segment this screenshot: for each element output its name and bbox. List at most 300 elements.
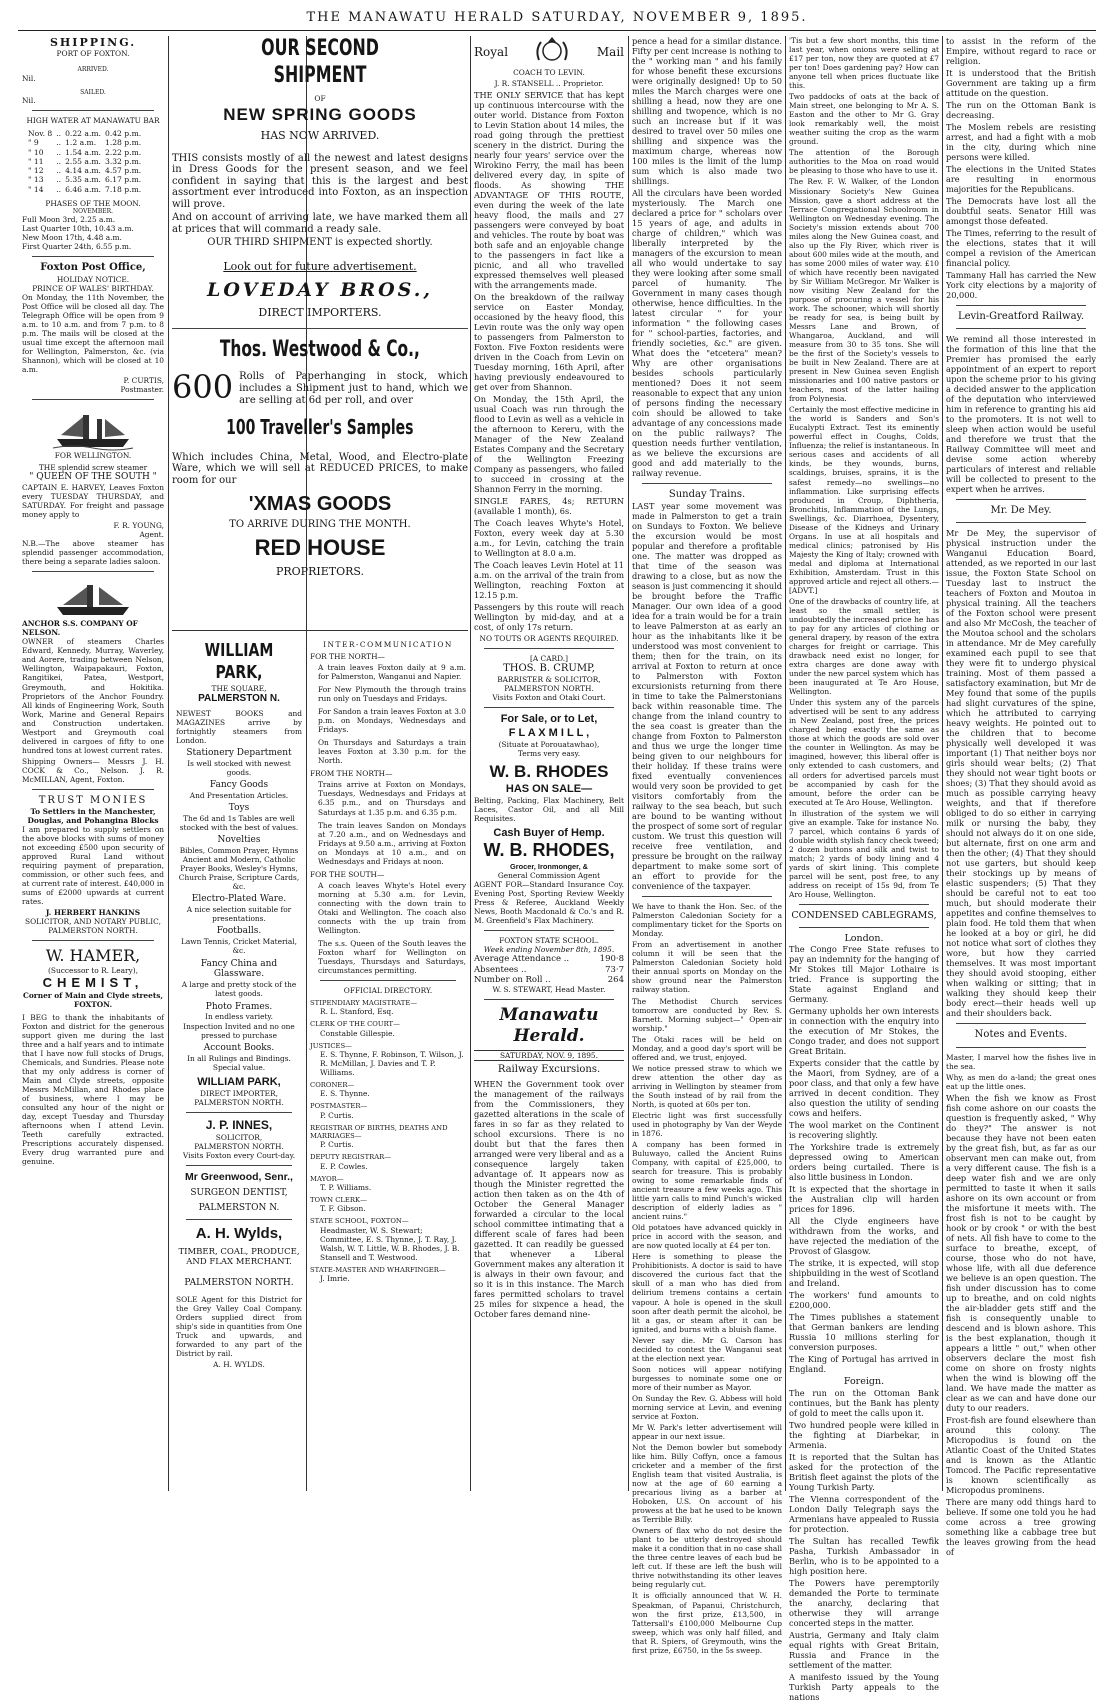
tide-cell: .. (56, 175, 62, 185)
cable-item: The Yorkshire trade is extremely depressed owing to American orders being curtailed. There is also little business in London. (789, 1142, 939, 1183)
local-p17: Not the Demon bowler but somebody like him. Billy Coffyn, once a famous cricketer and a member of the first English team that visited Australia, is now at the age of 60 earning a precarious living as a barber at Hoboken, U.S. On account of his prowess at the bat he used to be known as Terrible Billy. (632, 1442, 782, 1525)
tide-cell: 0.22 a.m. (65, 129, 101, 139)
crump-name: THOS. B. CRUMP, (503, 663, 595, 675)
ship-body: CAPTAIN E. HARVEY, Leaves Foxton every TUESDAY THURSDAY, and SATURDAY. For freight and passage money apply to (22, 483, 164, 520)
ad-westwood-xmas: 'XMAS GOODS (248, 493, 392, 516)
school-title: FOXTON STATE SCHOOL. (499, 936, 599, 946)
column-ads-wide (172, 36, 468, 628)
column-coach (474, 36, 624, 1491)
park-section-heading: Stationery Department (186, 748, 292, 759)
local-p7: The Otaki races will be held on Monday, and a good day's sport will be offered and, we trust, enjoyed. (632, 1034, 782, 1062)
cable-item: The Times, referring to the result of the elections, states that it will compel a revision of the American financial policy. (946, 228, 1097, 268)
cable-item: The King of Portugal has arrived in England. (789, 1354, 939, 1375)
cable-item: The workers' fund amounts to £200,000. (789, 1290, 939, 1311)
railway-body: WHEN the Government took over the management of the railways from the Commissioners, they gazetted alterations in the scale of fares in so far as they related to school excursions. There is no doubt but that the fares then arranged were very liberal and as a consequence largely taken advantage of. It appears now as though the Minister regretted the action then taken as on the 4th of October the General Manager forwarded a circular to the local school committee intimating that a different scale of fares had been gazetted. It can readily be guessed that whenever a Liberal Government makes any alteration it is always in their own favour, and so it is in this instance. The March fares permitted scholars to travel 25 miles for sixpence a head, the October fares demand nine- (474, 1078, 624, 1319)
directory-role: POSTMASTER— (310, 1102, 368, 1111)
trust-body: I am prepared to supply settlers on the above blocks with sums of money not exceeding £500 upon security of approved Rural Land without requiring payment of preparation, commission, or other such fees, and at current rate of interest. £40,000 in sums of £2000 upwards at current rates. (22, 825, 164, 907)
tide-cell: " 9 (28, 138, 39, 148)
greenwood-name: Mr Greenwood, Senr., (185, 1170, 293, 1183)
park-section-body: A large and pretty stock of the latest goods. (181, 980, 297, 999)
london-list (789, 944, 939, 1374)
tide-cell: 1.54 a.m. (65, 147, 101, 157)
innes-name: J. P. INNES, (205, 1118, 273, 1133)
directory-name: Headmaster, W. S. Stewart; Committee, E. S. Thynne, J. T. Ray, J. Walsh, W. T. Little, W. B. Rhodes, J. B. Stansell and T. Westwood. (320, 1225, 460, 1262)
tide-row (26, 157, 143, 166)
tide-cell: 0.42 p.m. (104, 129, 142, 139)
tide-cell: " 13 (28, 175, 44, 185)
park-body: NEWEST BOOKS and MAGAZINES arrive by fortnightly steamers from London. (176, 709, 302, 746)
local-p13: Never say die. Mr G. Carson has decided to contest the Wanganui seat at the election next year. (632, 1335, 782, 1363)
ad-westwood-arrive: TO ARRIVE DURING THE MONTH. (229, 518, 411, 530)
tide-cell: Nov. 8 (28, 129, 53, 139)
local-p19: It is officially announced that W. H. Speakman, of Papanui, Christchurch, won the first prize, £13,500, in Tattersall's £100,000 Melbourne Cup sweep, which was only half filled, and that R. Spiers, of Greymouth, wins the first prize, £6750, in the 5s sweep. (632, 1591, 782, 1655)
tide-row (26, 175, 143, 184)
steamship-icon (22, 577, 164, 619)
post-sign: P. CURTIS, (123, 375, 164, 385)
park-sign-title: DIRECT IMPORTER, PALMERSTON NORTH. (194, 1089, 284, 1108)
directory-name: E. S. Thynne, F. Robinson, T. Wilson, J. R. McMillan, J. Davies and T. P. Williams. (320, 1049, 464, 1078)
column-editorial (632, 36, 782, 1655)
cable-item: The Vienna correspondent of the London Daily Telegraph says the Armenians have appealed to Russia for protection. (789, 1493, 939, 1534)
sale-mill: F L A X M I L L , (508, 726, 590, 739)
tide-row (26, 138, 143, 147)
local-p5: From an advertisement in another column it will be seen that the Palmerston Caledonian Society hold their annual sports on Monday on the show ground near the Palmerston railway station. (632, 940, 782, 995)
cable-item: The Powers have peremptorily demanded the Porte to terminate the anarchy, declaring that otherwise they will arrange concerted steps in the matter. (789, 1577, 939, 1628)
from-north-heading: FROM THE NORTH— (310, 769, 393, 779)
directory-role: STIPENDIARY MAGISTRATE— (310, 999, 418, 1008)
tide-cell: 1.2 a.m. (65, 138, 97, 148)
cable-item: It is reported that the Sultan has asked for the protection of the British fleet against the plots of the Young Turkish Party. (789, 1451, 939, 1492)
news-p1: 'Tis but a few short months, this time last year, when onions were selling at £17 per ton, now they are quoted at £7 per ton! Does gardening pay? How can anyone tell when prices fluctuate like this. (789, 36, 939, 91)
innes-town: PALMERSTON NORTH. (194, 1141, 284, 1151)
news-p4: The Rev. F. W. Walker, of the London Missionary Society's New Guinea Mission, gave a short address at the Terrace Congregational Schoolroom in Wellington on Wednesday evening. The Society's mission extends about 700 miles along the New Guinea coast, and also up the Fly River, which river is about 600 miles wide at the mouth, and has some 2000 miles of water way. £10 of which have recently been navigated by Sir William McGregor. Mr Walker is now visiting New Zealand for the purpose of procuring a vessel for his work. The schooner, which will shortly be ready for sea, is being built by Messrs Lane and Brown, of Whangaroa, Auckland, and will measure from 30 to 35 tons. She will be the first of the Society's vessels to be built in New Zealand. There are at present in New Guinea seven English missionaries and 100 native pastors or teachers, most of the latter hailing from Polynesia. (789, 177, 939, 404)
editorial-p1: pence a head for a similar distance. Fifty per cent increase is nothing to the " working man " and his family for whose benefit these excursions were originally designed! Up to 50 miles the March charges were one shilling a head, now they are one shilling and twopence, which is no such an increase but if it was desired to travel over 50 miles one shilling and sixpence was the maximum charge, whereas now 100 miles is the limit of the lump sum which is also made two shillings. (632, 36, 782, 186)
directory-role: STATE SCHOOL, FOXTON— (310, 1217, 409, 1226)
park-section-body: In endless variety. (205, 1012, 273, 1022)
local-p10: A company has been formed in Buluwayo, called the Ancient Ruins Company, with capital of £25,000, to search for treasure. This is probably owing to some remarkable finds of ancient treasure a few weeks ago. This little yarn calls to mind Punch's wicked description of elderly ladies as " ancient ruins." (632, 1139, 782, 1222)
rhodes-body: Belting, Packing, Flax Machinery, Belt Laces, Castor Oil, and all Mill Requisites. (474, 796, 624, 824)
tide-cell: 2.22 p.m. (104, 147, 142, 157)
cable-item: A manifesto issued by the Young Turkish Party appeals to the nations (789, 1671, 939, 1702)
column-divider (168, 36, 169, 1491)
timetable-item: Trains arrive at Foxton on Mondays, Tuesdays, Wednesdays and Fridays at 6.35 p.m., and on Thursdays and Saturdays at 1.35 p.m. and 6.35 p.m. (318, 780, 466, 817)
local-p12: Here is something to please the Prohibitionists. A doctor is said to have discovered the curious fact that the skull of a man who has died from delirium tremens contains a certain vapour. A hole is opened in the skull soon after death permit the alcohol, be lit a gas, or steam after it can be ignited, and burns with a bluish flame. (632, 1252, 782, 1334)
cable-item: The run on the Ottoman Bank continues, but the Bank has plenty of gold to meet the calls upon it. (789, 1387, 939, 1418)
from-list (310, 780, 466, 865)
notes-title: Notes and Events. (974, 1029, 1068, 1041)
crump-body: Visits Foxton and Otaki Court. (492, 693, 606, 703)
demey-title: Mr. De Mey. (990, 505, 1052, 517)
news-p6: One of the drawbacks of country life, at least so the small settler, is undoubtedly the increased price he has to pay for any articles of clothing or general drapery, by reason of the extra charges for freight or carriage. This drawback need exist no longer, for extra charges are done away with under the new parcel system which has been inaugurated at Te Aro House, Wellington. (789, 596, 939, 697)
post-body: On Monday, the 11th November, the Post Office will be closed all day. The Telegraph Office will be open from 9 a.m. to 10 a.m. and from 7 p.m. to 8 p.m. The mails will be closed at the usual time except the afternoon mail for Wellington, Palmerston, &c. (via Shannon), which will be closed at 10 a.m. (22, 292, 164, 374)
post-sign-title: Postmaster. (120, 384, 164, 394)
directory-role: STATE-MASTER AND WHARFINGER— (310, 1265, 446, 1274)
herald-title: Manawatu Herald. (499, 1005, 599, 1046)
directory-role: CLERK OF THE COURT— (310, 1020, 400, 1029)
ad-westwood-body: Rolls of Paperhanging in stock, which includes a Shipment just to hand, which we are selling at 6d per roll, and over (239, 371, 468, 407)
park-section-body: A nice selection suitable for presentations. (186, 905, 292, 924)
school-row (474, 954, 624, 964)
directory-name: E. S. Thynne. (320, 1089, 370, 1099)
rhodes-on-sale: HAS ON SALE— (505, 783, 593, 796)
school-sign: W. S. STEWART, Head Master. (492, 985, 606, 995)
ad-westwood-number: 600 (172, 368, 234, 407)
post-birthday: PRINCE OF WALES' BIRTHDAY. (32, 283, 154, 293)
news-p7: Under this system any of the parcels advertised will be sent to any address in New Zealand, post free, the prices charged being exactly the same as those at which the goods are sold over the counter in Wellington. As may be imagined, however, this liberal offer is only extended to cash customers, and all orders for advertised parcels must be accompanied by cash for the amount, before the order can be executed at Te Aro House, Wellington. (789, 698, 939, 807)
foreign-list (789, 1388, 939, 1702)
post-holiday: HOLIDAY NOTICE. (56, 274, 130, 284)
directory-name: J. Imrie. (320, 1273, 350, 1283)
ship-name: " QUEEN OF THE SOUTH " (29, 472, 157, 483)
railway-title: Railway Excursions. (497, 1063, 601, 1075)
mail-label: Mail (596, 44, 624, 59)
tide-cell: 1.28 p.m. (104, 138, 142, 148)
wylds-name: A. H. Wylds, (195, 1224, 283, 1242)
school-row-value: 264 (607, 974, 624, 985)
tide-cell: 5.35 a.m. (65, 175, 101, 185)
park-section-body: Lawn Tennis, Cricket Material, &c. (180, 937, 298, 956)
coach-fares: SINGLE FARES, 4s; RETURN (available 1 month), 6s. (474, 496, 624, 517)
cable-item: All the Clyde engineers have withdrawn from the works, and have rejected the mediation of the Provost of Glasgow. (789, 1216, 939, 1257)
post-office-title: Foxton Post Office, (40, 262, 146, 274)
news-p8: In illustration of the system we will give an example. Take for instance No. 7 parcel, which contains 6 yards of double width stylish fancy check tweed; 2 dozen buttons and silk and twist to match; 2 yards of body lining and 4 yards of skirt lining. This complete parcel will be sent, post free, to any address on receipt of 15s 9d, from Te Aro House, Wellington. (789, 808, 939, 899)
moon-month: NOVEMBER. (72, 207, 114, 215)
directory-name: Constable Gillespie. (320, 1028, 395, 1038)
column-directory (310, 640, 466, 1490)
tide-cell: .. (56, 129, 62, 139)
hamer-trade: CHEMIST, (42, 975, 144, 991)
directory-role: REGISTRAR OF BIRTHS, DEATHS AND MARRIAGES— (310, 1123, 448, 1140)
cables-title: CONDENSED CABLEGRAMS, (791, 909, 937, 921)
timetable-item: A coach leaves Whyte's Hotel every morning at 5.30 a.m. for Levin, connecting with the down train to Otaki and Wellington. The coach also connects with the up train from Wellington. (318, 880, 466, 935)
for-south-heading: FOR THE SOUTH— (310, 869, 385, 879)
park-section-body: Inspection Invited and no one pressed to purchase (183, 1021, 295, 1040)
local-p8: We notice pressed straw to which we drew attention the other day as arriving in Wellington by steamer from the South instead of by rail from the North, is quoted at 60s per ton. (632, 1063, 782, 1109)
directory-name: T. P. Williams. (320, 1182, 372, 1192)
directory-role: DEPUTY REGISTRAR— (310, 1153, 392, 1162)
ad-loveday-of: OF (314, 93, 326, 103)
tide-title: HIGH WATER AT MANAWATU BAR (26, 116, 160, 126)
cable-item: Austria, Germany and Italy claim equal rights with Great Britain, Russia and France in the settlement of the matter. (789, 1629, 939, 1670)
steamship-icon (22, 405, 164, 451)
card-label: [A CARD.] (529, 654, 569, 664)
ad-westwood-store: RED HOUSE (254, 534, 386, 560)
sale-terms: Terms very easy. (517, 749, 581, 759)
sailed-value: Nil. (22, 96, 36, 106)
tide-cell: 2.55 a.m. (65, 156, 101, 166)
arrived-value: Nil. (22, 73, 36, 83)
notes-p3: When the fish we know as Frost fish come ashore on our coasts the question is frequently asked, " Why do they?" The answer is not because they have not been eaten by the great fish, but, as far as our observant men can make out, from a very different cause. The fish is a deep water fish and we are only permitted to taste it when it sails ashore on its own account or from the misfortune it meets with. The frost fish is not to be caught by hook or by crook " or with the best of nets. All fish have to come to the surface to breathe, except, of course, those who do not have, whose life, with all due deference we believe is an open question. The fish under discussion has to come up to breathe, and on cold nights the air-bladder gets stiff and the fish is consequently unable to descend and is blown ashore. This is the best explanation, though it appears a little " out," when other observers declare the most fish come on shore on frosty nights when the wind is blowing off the land. We have made the matter as clear as we can and have done our duty to our readers. (946, 1092, 1096, 1413)
park-section-heading: Electro-Plated Ware. (191, 894, 287, 905)
park-address: THE SQUARE, (211, 683, 267, 693)
moon-title: PHASES OF THE MOON. (45, 198, 141, 208)
cable-item: The elections in the United States are resulting in enormous majorities for the Republicans. (946, 164, 1096, 194)
timetable-item: The train leaves Sandon on Mondays at 7.20 a.m., and on Wednesdays and Fridays at 9.50 a.m., arriving at Foxton on Mondays at 10 a.m., and on Wednesdays and Fridays at noon. (318, 820, 466, 866)
hamer-address: Corner of Main and Clyde streets, FOXTON. (22, 990, 163, 1009)
school-row-label: Absentees .. (474, 964, 527, 975)
park-sections (176, 748, 302, 1071)
coach-body5: The Coach leaves Levin Hotel at 11 a.m. on the arrival of the train from Wellington, reaching Foxton at 12.15 p.m. (474, 560, 624, 601)
ad-westwood-prop: PROPRIETORS. (275, 564, 365, 578)
greenwood-title: SURGEON DENTIST, (190, 1187, 288, 1198)
park-sign: WILLIAM PARK, (197, 1075, 281, 1088)
coach-body6: Passengers by this route will reach Wellington by mid-day, and at a cost, of only 17s return. (474, 602, 624, 633)
rhodes-name: W. B. RHODES (489, 762, 609, 782)
royal-crest-icon (529, 36, 575, 68)
tide-cell: .. (56, 166, 62, 176)
ship-agent-title: Agent. (139, 530, 164, 540)
masthead-rule (18, 30, 1096, 31)
tide-row (26, 166, 143, 175)
wylds-body: SOLE Agent for this District for the Grey Valley Coal Company. Orders supplied direct from ship's side in quantities from One Truck and upwards, and forwarded to any part of the District by rail. (176, 1294, 303, 1358)
ship-intro: THE splendid screw steamer (38, 463, 148, 472)
sunday-trains-title: Sunday Trains. (668, 489, 746, 500)
cable-item: Germany upholds her own interests in connection with the enquiry into the execution of Mr Stokes, the Congo trader, and does not support Great Britain. (789, 1006, 939, 1057)
tide-cell: .. (56, 147, 62, 157)
trust-sign-title: SOLICITOR, AND NOTARY PUBLIC, PALMERSTON NORTH. (25, 917, 161, 936)
tide-row (26, 148, 143, 157)
hemp-heading: Cash Buyer of Hemp. (493, 826, 605, 839)
notes-quote1: Master, I marvel how the fishes live in the sea. (946, 1052, 1096, 1071)
trust-sign: J. HERBERT HANKINS (45, 908, 141, 918)
north-list (310, 663, 466, 765)
inter-title: INTER-COMMUNICATION (323, 640, 453, 649)
cable-item: The Moslem rebels are resisting arrest, and had a fight with a mob in the city, during which nine persons were killed. (946, 122, 1096, 162)
tide-cell: 7.18 p.m. (104, 184, 142, 194)
masthead: THE MANAWATU HERALD SATURDAY, NOVEMBER 9, 1895. (306, 10, 808, 25)
coach-proprietor: J. R. STANSELL .. Proprietor. (494, 79, 604, 89)
column-notes (946, 36, 1097, 1557)
levin-railway-title: Levin-Greatford Railway. (957, 311, 1085, 322)
sailed-heading: SAILED. (80, 88, 106, 96)
anchor-title: ANCHOR S.S. COMPANY OF NELSON. (22, 619, 138, 638)
directory-name: E. P. Cowles. (320, 1161, 368, 1171)
tide-cell: 4.57 p.m. (104, 166, 142, 176)
hamer-successor: (Successor to R. Leary), (48, 965, 138, 975)
cable-item: Tammany Hall has carried the New York city elections by a majority of 20,000. (946, 270, 1096, 300)
foreign-heading: Foreign. (843, 1376, 885, 1388)
park-section-heading: Account Books. (203, 1042, 275, 1053)
notes-p5: There are many odd things hard to believe. If some one told you he had come across a tree growing something like a cabbage tree but the leaves growing from the head of (946, 1496, 1096, 1557)
coach-body3: On Monday, the 15th April, the usual Coach was run through the flood to Levin as well as a vehicle in the afternoon to Kereru, with the Manager of the New Zealand Estates Company and the Secretary of the Wellington Freezing Company as passengers, who failed to succeed in crossing at the Shannon Ferry in the morning. (474, 394, 624, 495)
innes-body: Visits Foxton every Court-day. (182, 1150, 296, 1160)
ad-loveday-look: Look out for future advertisement. (223, 259, 417, 273)
cable-item: to assist in the reform of the Empire, without regard to race or religion. (946, 36, 1096, 66)
park-section-body: In all Rulings and Bindings. Special value. (187, 1053, 291, 1072)
for-north-heading: FOR THE NORTH— (310, 652, 385, 662)
notes-p4: Frost-fish are found elsewhere than around this colony. The Micropodius is found on the Atlantic Coast of the United States and is known as the Atlantic Tomcod. The Pacific representative is known scientifically as Micropodus prominens. (946, 1414, 1096, 1495)
editorial-p2: All the circulars have been worded mysteriously. The March one declared a price for " scholars over 15 years of age, and adults in charge of children," which was liberally interpreted by the managers of the excursion to mean all who would undertake to say they were looking after some small parcel of humanity. The Government in many cases though otherwise, hence difficulties. In the latest circular " for your information " the following cases for " school-parties, factories, and friendly societies, &c." are given. What does the "etcetera" mean? Why are other organisations besides schools particularly mentioned? Does it not seem reasonable to expect that any union of persons finding the necessary coin should be allowed to take advantage of any concessions made on the public railways? The question needs further ventilation, as we believe the excursions are good and add materially to the railway revenue. (632, 188, 782, 478)
trust-subtitle: To Settlers in the Manchester, Douglas, and Pohangina Blocks (27, 807, 159, 826)
school-row-label: Average Attendance .. (474, 954, 570, 965)
column-news (789, 36, 939, 1702)
ad-loveday-title: OUR SECOND SHIPMENT (261, 36, 379, 88)
moon-phase: First Quarter 24th, 6.55 p.m. (22, 242, 132, 252)
tide-cell: 4.14 a.m. (65, 166, 101, 176)
ship-note: N.B.—The above steamer has splendid passenger accommodation, there being a separate ladies saloon. (22, 539, 164, 567)
cable-item: It is expected that the shortage in the Australian clip will harden prices for 1896. (789, 1184, 939, 1215)
sale-location: (Situate at Porouatawhao), (498, 740, 600, 750)
tide-cell: " 10 (28, 147, 44, 157)
levin-railway-body: We remind all those interested in the formation of this line that the Premier has promised the early appointment of an expert to report upon the scheme prior to his giving a decided answer to the application of the deputation who interviewed him in reference to granting his aid to the promoters. It is not well to sleep when action would be useful and therefore we trust that the Railway Committee will meet and devise some action whereby particulars of interest and reliable will be collected to present to the expert when he arrives. (946, 334, 1096, 495)
local-p18: Owners of flax who do not desire the plant to be utterly destroyed should make it a condition that in no case shall the three centre leaves of each bud be left cut. If these are left the bush will thrive notwithstanding its other leaves being regularly cut. (632, 1526, 782, 1590)
ship-agent: F. R. YOUNG, (113, 521, 164, 531)
column-divider (628, 36, 629, 1491)
coach-body2: On the breakdown of the railway service on Easter Monday, occasioned by the heavy flood, this Levin route was the only way open to passengers from Palmerston to Foxton. Five Foxton residents were driven in the Coach from Levin on Tuesday morning, 16th April, after having previously endeavoured to get over from Shannon. (474, 292, 624, 393)
ad-westwood-samples: 100 Traveller's Samples (226, 415, 414, 440)
anchor-body: OWNER of steamers Charles Edward, Kennedy, Murray, Waverley, and Aorere, trading between Nelson, Wellington, Waipapakauri, Foxton, Rangitikei, Patea, Westport, Greymouth, and Hokitika. Proprietors of the Anchor Foundry. All kinds of Engineering Work, South Work, Marine and General Repairs and Construction undertaken. Westport and Greymouth coal delivered in cargoes of fifty to one hundred tons at lowest current rates. (22, 637, 164, 755)
timetable-item: The s.s. Queen of the South leaves the Foxton wharf for Wellington on Tuesdays, Thursdays and Saturdays, circumstances permitting. (318, 938, 466, 975)
park-section-body: The 6d and 1s Tables are well stocked with the best of values. (179, 814, 299, 833)
timetable-item: For New Plymouth the through trains run only on Tuesdays and Fridays. (318, 685, 466, 704)
foreign-continued (946, 36, 1096, 300)
school-week: Week ending November 8th, 1895. (483, 945, 615, 955)
directory-name: P. Curtis. (320, 1140, 354, 1150)
ad-westwood-firm: Thos. Westwood & Co., (219, 336, 420, 362)
news-p2: Two paddocks of oats at the back of Main street, one belonging to Mr A. S. Easton and the other to Mr G. Gray look remarkably well, the moist weather suiting the crop as the warm ground. (789, 92, 939, 147)
ad-loveday-body: THIS consists mostly of all the newest and latest designs in Dress Goods for the present season, and we feel confident in saying that this is the largest and best assortment ever introduced into Foxton, as an inspection will prove. (172, 152, 468, 210)
school-row (474, 965, 624, 975)
wylds-town: PALMERSTON NORTH. (184, 1277, 294, 1288)
cable-item: The run on the Ottoman Bank is decreasing. (946, 100, 1096, 120)
directory-role: MAYOR— (310, 1174, 344, 1183)
school-row-value: 73·7 (605, 964, 624, 975)
greenwood-town: PALMERSTON N. (198, 1202, 280, 1213)
anchor-agents: Shipping Owners— Messrs J. H. COCK & Co., Nelson. J. R. McMILLAN, Agent, Foxton. (22, 756, 164, 784)
local-p11: Old potatoes have advanced quickly in price in accord with the season, and are now quoted locally at £4 per ton. (632, 1223, 782, 1251)
rhodes-trade: Grocer, Ironmonger, & (509, 861, 589, 871)
shipping-title: SHIPPING. (49, 36, 137, 49)
ad-loveday-goods: NEW SPRING GOODS (223, 104, 417, 124)
column-divider (942, 36, 943, 1491)
column-park (176, 640, 302, 1490)
cable-item: The Congo Free State refuses to pay an indemnity for the hanging of Mr Stokes till Major Lothaire is tried. France is supporting the State against England and Germany. (789, 944, 939, 1005)
column-shipping (22, 36, 164, 1491)
park-section-heading: Fancy China and Glassware. (200, 958, 278, 980)
demey-body: Mr De Mey, the supervisor of physical instruction under the Wanganui Education Board, attended, as we reported in our last issue, the Foxton State School on Tuesday last to instruct the teachers of Foxton and Moutoa in physical training. All the teachers of the Foxton school were present and also Mr McCosh, the teacher of the Moutoa school and the scholars in attendance. Mr de Mey carefully examined each pupil to see that they were fit to undergo physical training. Most of them passed a satisfactory examination, but Mr de Mey found that some of the pupils had slight curvatures of the spine, which he attributed to carrying heavy weights. He pointed out to the children that to become physically well developed it was important (1) That neither boys nor girls should wear belts; (2) That they should not wear tight boots or shoes; (3) That they should avoid as much as possible carrying heavy weights, and that if therefore obliged to do so either in carrying milk or nursing the baby, they should not always do it on one side, but alternate, first on one arm and then the other; (4) That they should not use garters, but should keep their stockings up by means of elastic suspenders; (5) That they should be careful not to eat too much, but should moderate their appetites and confine themselves to plain food. He told them that when he looked at a boy or girl, he did not notice what sort of clothes they wore, but how they carried themselves. It was most important they should avoid stooping, either when walking or sitting; that in walking they should keep their body erect—their heads well up and their shoulders back. (946, 528, 1096, 1019)
royal-label: Royal (474, 44, 509, 59)
tide-cell: .. (56, 138, 62, 148)
rhodes-agency: AGENT FOR—Standard Insurance Coy. Evening Post, Sporting Review Weekly Press & Referee, Auckland Weekly News, Booth Macdonald & Co.'s and R. M. Greenfield's Flax Machinery. (474, 879, 624, 926)
tide-cell: 6.46 a.m. (65, 184, 101, 194)
news-p3: The attention of the Borough authorities to the Moa on road would be pleasing to those who have to use it. (789, 148, 939, 176)
wellington-title: FOR WELLINGTON. (54, 450, 132, 460)
official-title: OFFICIAL DIRECTORY. (343, 986, 433, 996)
local-p16: Mr W. Park's letter advertisement will appear in our next issue. (632, 1422, 782, 1441)
directory-name: T. F. Gibson. (320, 1204, 366, 1214)
tide-cell: .. (56, 156, 62, 166)
tide-row (26, 185, 143, 194)
timetable-item: On Thursdays and Saturdays a train leaves Foxton at 3.30 p.m. for the North. (318, 738, 466, 766)
directory-role: CORONER— (310, 1081, 355, 1090)
ad-loveday-third: OUR THIRD SHIPMENT is expected shortly. (207, 237, 433, 249)
park-section-body: Is well stocked with newest goods. (187, 759, 291, 778)
cable-item: It is understood that the British Government are taking up a firm attitude on the question. (946, 68, 1096, 98)
school-row-label: Number on Roll .. (474, 974, 551, 985)
cable-item: The Democrats have lost all the doubtful seats. Senator Hill was amongst those defeated. (946, 196, 1096, 226)
ad-loveday-firm: LOVEDAY BROS., (207, 278, 433, 301)
directory-list (310, 999, 466, 1283)
directory-role: TOWN CLERK— (310, 1195, 367, 1204)
cable-item: The strike, it is expected, will stop shipbuilding in the west of Scotland and Ireland. (789, 1258, 939, 1289)
cable-item: The wool market on the Continent is recovering slightly. (789, 1120, 939, 1141)
port-heading: PORT OF FOXTON. (56, 49, 130, 59)
ad-loveday-firm-sub: DIRECT IMPORTERS. (258, 306, 382, 320)
cable-item: Experts consider that the cattle by the Maori, from Sydney, are of a poor class, and that only a few have arrived in decent condition. They also question the utility of sending cows and heifers. (789, 1058, 939, 1119)
hamer-body: I BEG to thank the inhabitants of Foxton and district for the generous support given me during the last three and a half years and to intimate that I have now full stocks of Drugs, Chemicals, and Sundries. Please note that my only address is corner of Main and Clyde streets, opposite Messrs McMillan, and Rhodes place of business, where I may be consulted any hour of the night or day, except Tuesday and Thursday afternoons when I attend Levin. Teeth carefully extracted. Prescriptions accurately dispensed. Every drug warranted pure and genuine. (22, 1012, 164, 1167)
notes-quote2: Why, as men do a-land; the great ones eat up the little ones. (946, 1072, 1096, 1091)
park-section-body: And Presentation Articles. (189, 791, 289, 801)
coach-touts: NO TOUTS OR AGENTS REQUIRED. (479, 634, 619, 644)
crump-title: BARRISTER & SOLICITOR, (497, 675, 601, 685)
rhodes-name-2: W. B. RHODES, (483, 839, 615, 860)
local-p14: Soon notices will appear notifying burgesses to nominate some one or more of their number as Mayor. (632, 1364, 782, 1392)
local-p6: The Methodist Church services tomorrow are conducted by Rev. S. Barnett. Morning subject—" Open-air worship." (632, 996, 782, 1033)
news-p5: Certainly the most effective medicine in the world is Sanders and Son's Eucalypti Extract. Test its eminently powerful effect in Coughs, Colds, Influenza; the relief is instantaneous. In serious cases and accidents of all kinds, be they wounds, burns, scaldings, bruises, sprains, it is the safest remedy—no swellings—no inflammation. Like surprising effects produced in Croup, Diphtheria, Bronchitis, Inflammation of the Lungs, Swellings, &c. Diarrhoea, Dysentery, Disease of the Kidneys and Urinary Organs. In use at all hospitals and medical clinics; patronised by His Majesty the King of Italy; crowned with medal and diploma at International Exhibition, Amsterdam. Trust in this approved article and reject all others.— [ADVT.] (789, 405, 939, 595)
coach-body4: The Coach leaves Whyte's Hotel, Foxton, every week day at 5.30 a.m., for Levin, catching the train to Wellington at 8.0 a.m. (474, 518, 624, 559)
park-section-heading: Toys (228, 803, 250, 814)
moon-phase: New Moon 17th, 4.48 a.m. (22, 233, 122, 243)
wylds-sign: A. H. WYLDS. (213, 1359, 265, 1369)
park-section-heading: Fancy Goods (209, 780, 269, 791)
park-town: PALMERSTON N. (198, 692, 280, 704)
sale-title: For Sale, or to Let, (500, 713, 598, 726)
school-table (474, 954, 624, 985)
school-row (474, 975, 624, 985)
trust-title: TRUST MONIES (38, 794, 148, 806)
moon-list (22, 215, 164, 251)
cable-item: Two hundred people were killed in the fighting at Diarbekar, in Armenia. (789, 1419, 939, 1450)
tide-row (26, 129, 143, 138)
tide-cell: 3.32 p.m. (104, 156, 142, 166)
column-divider (785, 36, 786, 1491)
tide-cell: " 12 (28, 166, 44, 176)
herald-date: SATURDAY, NOV. 9, 1895. (474, 1050, 624, 1061)
london-heading: London. (844, 932, 884, 944)
directory-role: JUSTICES— (310, 1041, 352, 1050)
column-divider (470, 36, 471, 1491)
school-row-value: 190·8 (599, 954, 624, 965)
local-p9: Electric light was first successfully used in photography by Van der Weyde in 1876. (632, 1110, 782, 1138)
ad-loveday-body2: And on account of arriving late, we have marked them all at prices that will command a ready sale. (172, 212, 468, 235)
directory-name: R. L. Stanford, Esq. (320, 1007, 394, 1017)
ad-westwood-body2: Which includes China, Metal, Wood, and Electro-plate Ware, which we will sell at REDUCED PRICES, to make room for our (172, 451, 468, 486)
moon-phase: Last Quarter 10th, 10.43 a.m. (22, 224, 134, 234)
cable-item: The Sultan has recalled Tewfik Pasha, Turkish Ambassador in Berlin, who is to be appointed to a high position here. (789, 1535, 939, 1576)
directory-name: P. Curtis. (320, 1110, 354, 1120)
park-section-heading: Novelties (217, 835, 261, 846)
crump-town: PALMERSTON NORTH. (504, 684, 594, 694)
tide-cell: " 14 (28, 184, 44, 194)
south-list (310, 881, 466, 975)
timetable-item: A train leaves Foxton daily at 9 a.m. for Palmerston, Wanganui and Napier. (318, 663, 466, 682)
park-name: WILLIAM PARK, (204, 640, 274, 683)
coach-title: COACH TO LEVIN. (513, 68, 585, 77)
moon-phase: Full Moon 3rd, 2.25 a.m. (22, 215, 116, 225)
wylds-title: TIMBER, COAL, PRODUCE, AND FLAX MERCHANT. (178, 1246, 300, 1268)
local-p4: We have to thank the Hon. Sec. of the Palmerston Caledonian Society for a complimentary ticket for the Sports on Monday. (632, 902, 782, 939)
ad-separator (172, 630, 468, 631)
tide-cell: " 11 (28, 156, 44, 166)
innes-title: SOLICITOR, (215, 1132, 263, 1142)
park-section-body: Bibles, Common Prayer, Hymns Ancient and Modern, Catholic Prayer Books, Wesley's Hymns, Church Praise, Scripture Cards, &c. (178, 846, 300, 892)
arrived-heading: ARRIVED. (77, 66, 109, 74)
tide-cell: .. (56, 184, 62, 194)
ad-loveday-arrived: HAS NOW ARRIVED. (260, 129, 380, 143)
park-section-heading: Footballs. (216, 926, 262, 937)
hamer-name: W. HAMER, (45, 946, 141, 966)
tide-cell: 6.17 p.m. (104, 175, 142, 185)
